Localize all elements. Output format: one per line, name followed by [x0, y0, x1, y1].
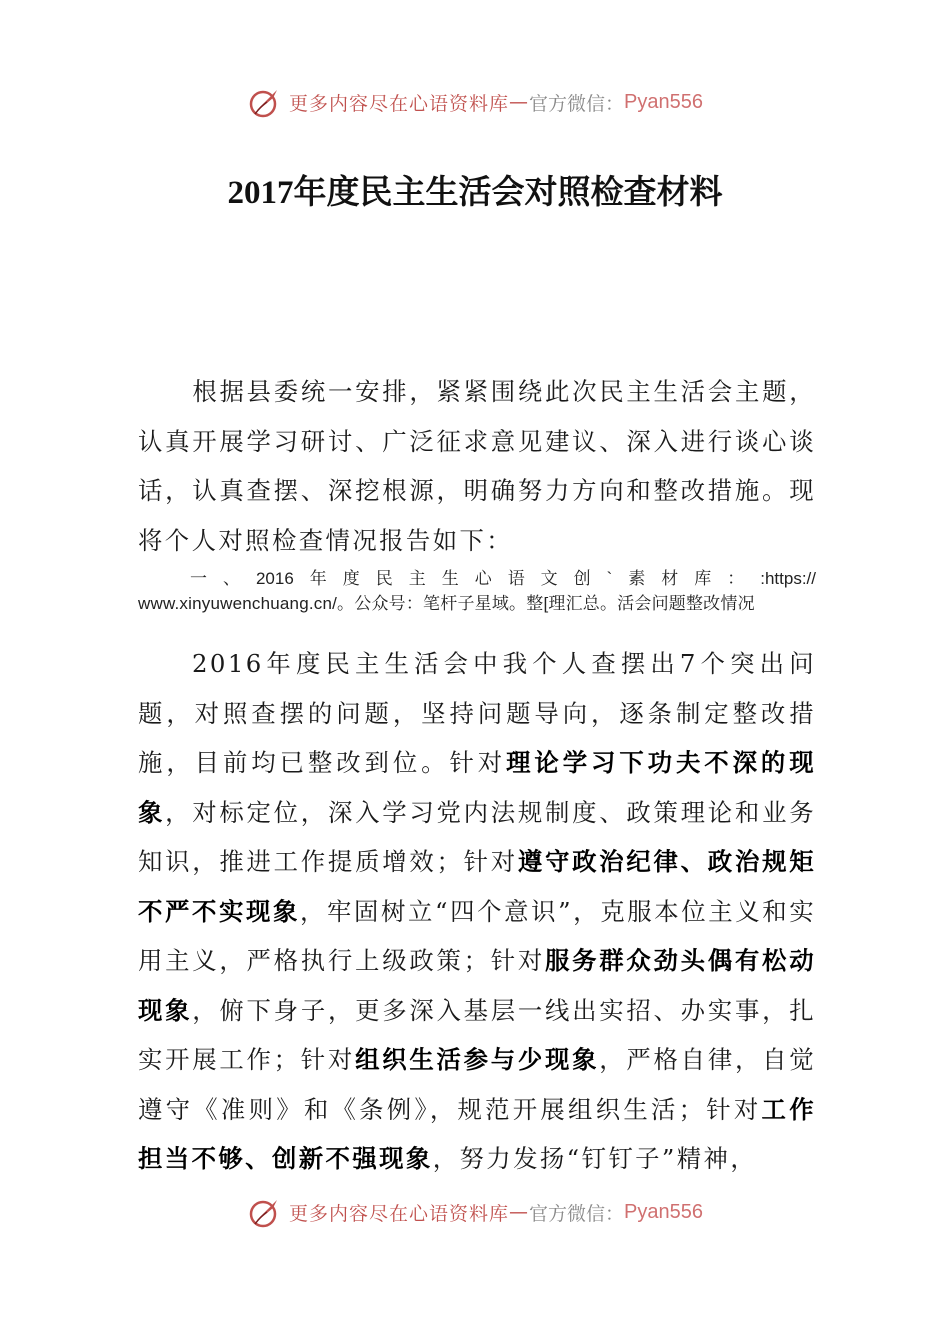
issue-political-discipline: 遵守政治纪律、政治规矩不严不实现象	[138, 847, 816, 926]
watermark-banner-top	[0, 82, 950, 122]
intro-paragraph	[138, 367, 816, 565]
watermark-dash: —	[509, 1201, 530, 1223]
watermark-site-text: 更多内容尽在心语资料库	[289, 92, 510, 115]
watermark-banner-bottom	[0, 1192, 950, 1232]
section-heading-line-1: 一 、 2016 年 度 民 主 生 心 语 文 创 ` 素 材 库 ： :https://	[138, 566, 816, 591]
watermark-wechat-id: Pyan556	[624, 1200, 703, 1223]
quill-logo-icon	[247, 1194, 283, 1230]
issue-theory-study: 理论学习下功夫不深的现象	[138, 748, 816, 827]
issue-organizational-life: 组织生活参与少现象	[355, 1045, 600, 1074]
source-link-prefix[interactable]: :https://	[760, 569, 816, 588]
watermark-wechat-label: 官方微信：	[529, 92, 625, 115]
document-title: 2017年度民主生活会对照检查材料	[227, 175, 723, 211]
watermark-wechat-label: 官方微信：	[529, 1202, 625, 1225]
watermark-dash: —	[509, 91, 530, 113]
watermark-site-text: 更多内容尽在心语资料库	[289, 1202, 510, 1225]
issue-work-responsibility: 工作担当不够、创新不强现象	[138, 1094, 816, 1173]
issue-serving-masses: 服务群众劲头偶有松动现象	[138, 946, 816, 1025]
watermark-wechat-id: Pyan556	[624, 90, 703, 113]
quill-logo-icon	[247, 84, 283, 120]
intro-text: 根据县委统一安排，紧紧围绕此次民主生活会主题，认真开展学习研讨、广泛征求意见建议、深入进行谈心谈话，认真查摆、深挖根源，明确努力方向和整改措施。现将个人对照检查情况报告如下：	[138, 377, 816, 555]
rectification-paragraph: 2016年度民主生活会中我个人查摆出7个突出问题，对照查摆的问题，坚持问题导向，逐条制定整改措施，目前均已整改到位。针对理论学习下功夫不深的现象，对标定位，深入学习党内法规制度、政策理论和业务知识，推进工作提质增效；针对遵守政治纪律、政治规矩不严不实现象，牢固树立“四个意识”，克服本位主义和实用主义，严格执行上级政策；针对服务群众劲头偶有松动现象，俯下身子，更多深入基层一线出实招、办实事，扎实开展工作；针对组织生活参与少现象，严格自律，自觉遵守《准则》和《条例》，规范开展组织生活；针对工作担当不够、创新不强现象，努力发扬“钉钉子”精神，	[138, 649, 817, 1173]
section-heading-line-2[interactable]: www.xinyuwenchuang.cn/。公众号：笔杆子星域。整[理汇总。活会问题整改情况	[138, 594, 755, 613]
